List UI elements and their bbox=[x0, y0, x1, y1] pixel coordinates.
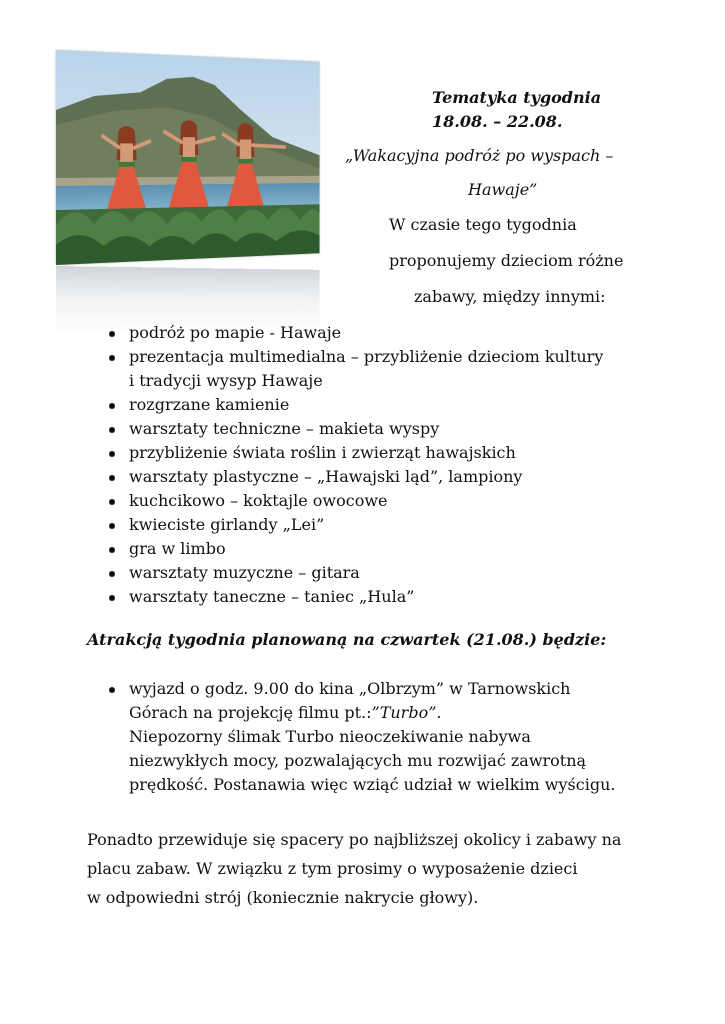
paragraph-line: w odpowiedni strój (koniecznie nakrycie głowy). bbox=[87, 888, 479, 907]
list-item: podróż po mapie - Hawaje bbox=[107, 321, 667, 345]
week-theme-title bbox=[432, 86, 601, 134]
intro-line: proponujemy dzieciom różne bbox=[389, 251, 624, 270]
paragraph-line: Ponadto przewiduje się spacery po najbliższej okolicy i zabawy na bbox=[87, 830, 622, 849]
list-item: warsztaty taneczne – taniec „Hula” bbox=[107, 585, 667, 609]
activities-list bbox=[107, 321, 667, 609]
closing-paragraph bbox=[87, 825, 707, 912]
list-item: warsztaty techniczne – makieta wyspy bbox=[107, 417, 667, 441]
movie-description: Niepozorny ślimak Turbo nieoczekiwanie nabywa bbox=[129, 727, 531, 746]
hawaii-beach-illustration bbox=[56, 50, 320, 265]
list-item-text: i tradycji wysyp Hawaje bbox=[129, 371, 323, 390]
list-item: kuchcikowo – koktajle owocowe bbox=[107, 489, 667, 513]
list-item bbox=[107, 345, 667, 393]
attraction-heading: Atrakcją tygodnia planowaną na czwartek (21.08.) będzie: bbox=[87, 630, 607, 649]
list-item: kwieciste girlandy „Lei” bbox=[107, 513, 667, 537]
trip-line bbox=[129, 701, 667, 725]
list-item: rozgrzane kamienie bbox=[107, 393, 667, 417]
intro-line: W czasie tego tygodnia bbox=[389, 215, 577, 234]
intro-line: zabawy, między innymi: bbox=[414, 287, 606, 306]
movie-title: ”Turbo”. bbox=[371, 703, 442, 722]
paragraph-line: placu zabaw. W związku z tym prosimy o wyposażenie dzieci bbox=[87, 859, 578, 878]
movie-description: niezwykłych mocy, pozwalających mu rozwijać zawrotną bbox=[129, 751, 587, 770]
list-item: warsztaty muzyczne – gitara bbox=[107, 561, 667, 585]
theme-motto-line2: Hawaje” bbox=[468, 180, 538, 199]
list-item bbox=[107, 677, 667, 797]
hula-dancers-photo bbox=[56, 50, 361, 265]
trip-text: Górach na projekcję filmu pt.: bbox=[129, 703, 372, 722]
movie-description: prędkość. Postanawia więc wziąć udział w wielkim wyścigu. bbox=[129, 775, 616, 794]
date-range: 18.08. – 22.08. bbox=[432, 112, 563, 131]
list-item: gra w limbo bbox=[107, 537, 667, 561]
theme-motto-line1: „Wakacyjna podróż po wyspach – bbox=[345, 146, 614, 165]
trip-line: wyjazd o godz. 9.00 do kina „Olbrzym” w Tarnowskich bbox=[129, 679, 571, 698]
list-item-text: prezentacja multimedialna – przybliżenie dzieciom kultury bbox=[129, 347, 604, 366]
attraction-list bbox=[107, 677, 667, 797]
list-item: warsztaty plastyczne – „Hawajski ląd”, lampiony bbox=[107, 465, 667, 489]
title-line: Tematyka tygodnia bbox=[432, 88, 602, 107]
list-item: przybliżenie świata roślin i zwierząt hawajskich bbox=[107, 441, 667, 465]
